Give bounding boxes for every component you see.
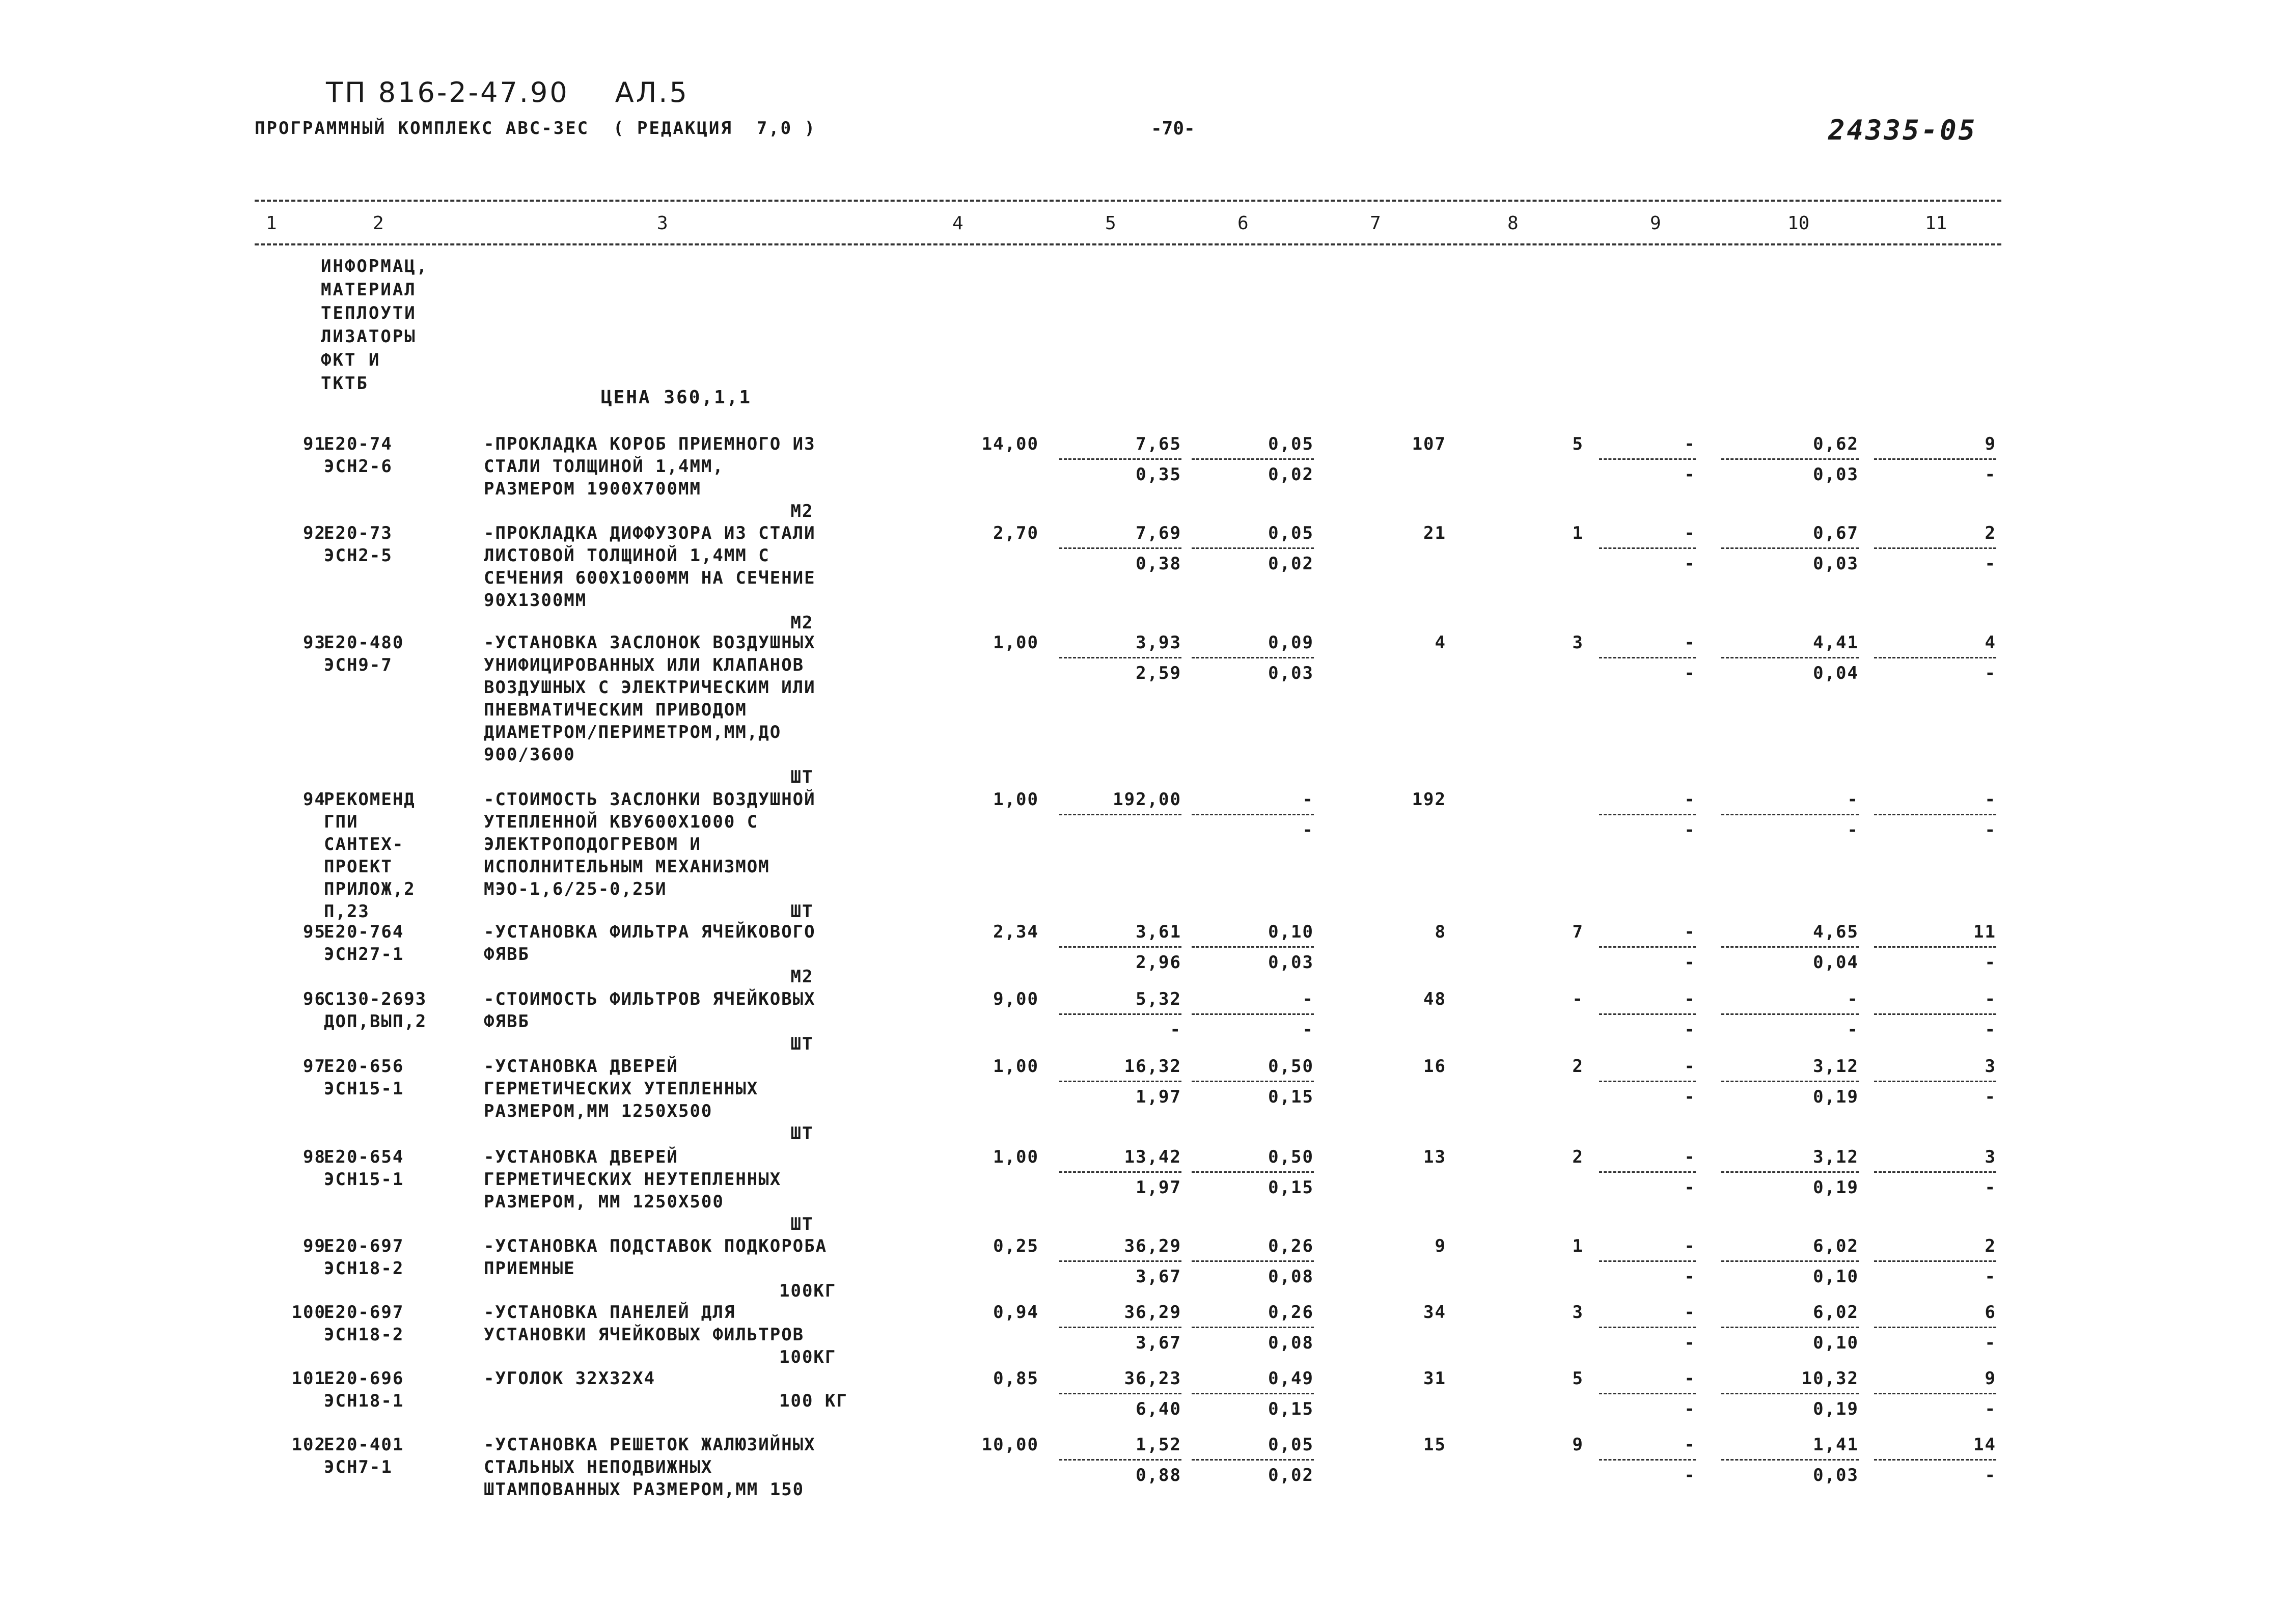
labour-total: 14 — [1973, 1435, 1996, 1455]
value-divider — [1192, 814, 1314, 815]
unit-cost-wage: 0,88 — [1136, 1465, 1181, 1485]
unit-of-measure: М2 — [790, 967, 814, 987]
value-divider — [1192, 458, 1314, 460]
value-divider — [1192, 657, 1314, 658]
labour-hours: 0,62 — [1813, 434, 1859, 454]
machine-cost-wage: 0,03 — [1268, 952, 1314, 973]
value-divider — [1599, 657, 1696, 658]
column-number: 5 — [1105, 213, 1116, 234]
unit-cost: 192,00 — [1113, 789, 1181, 810]
total-cost: 4 — [1435, 632, 1446, 653]
unit-cost-wage: 3,67 — [1136, 1333, 1181, 1353]
labour-cost: 1 — [1572, 523, 1584, 543]
machine-cost: - — [1302, 989, 1314, 1009]
rate-code: Е20-697 ЭСН18-2 — [324, 1302, 404, 1345]
operation-cost-wage: - — [1684, 1333, 1696, 1353]
labour-cost: - — [1572, 989, 1584, 1009]
labour-total: 6 — [1985, 1302, 1996, 1323]
row-number: 98 — [303, 1147, 326, 1167]
value-divider — [1192, 1013, 1314, 1015]
sheet-code: АЛ.5 — [615, 76, 689, 108]
operation-cost-wage: - — [1684, 1020, 1696, 1040]
unit-cost-wage: 1,97 — [1136, 1177, 1181, 1198]
machine-cost-wage: 0,08 — [1268, 1333, 1314, 1353]
operation-cost-wage: - — [1684, 1177, 1696, 1198]
operation-cost-wage: - — [1684, 820, 1696, 840]
labour-total-machine: - — [1985, 554, 1996, 574]
machine-cost-wage: 0,15 — [1268, 1177, 1314, 1198]
value-divider — [1192, 1393, 1314, 1394]
machine-cost-wage: 0,15 — [1268, 1087, 1314, 1107]
unit-of-measure: ШТ — [790, 1034, 814, 1054]
quantity: 9,00 — [993, 989, 1039, 1009]
unit-of-measure: ШТ — [790, 1123, 814, 1144]
value-divider — [1059, 547, 1181, 549]
row-number: 96 — [303, 989, 326, 1009]
unit-of-measure: 100КГ — [779, 1281, 837, 1301]
row-number: 101 — [291, 1368, 326, 1389]
operation-cost: - — [1684, 1236, 1696, 1256]
work-description: -УСТАНОВКА ДВЕРЕЙ ГЕРМЕТИЧЕСКИХ НЕУТЕПЛЕННЫХ РАЗМЕРОМ, ММ 1250Х500 — [484, 1147, 782, 1212]
unit-cost: 36,23 — [1124, 1368, 1181, 1389]
labour-total: 2 — [1985, 523, 1996, 543]
machine-cost: 0,50 — [1268, 1056, 1314, 1077]
operation-cost-wage: - — [1684, 464, 1696, 485]
labour-total-machine: - — [1985, 1399, 1996, 1419]
labour-cost: 2 — [1572, 1147, 1584, 1167]
labour-total-machine: - — [1985, 464, 1996, 485]
value-divider — [1192, 1081, 1314, 1082]
value-divider — [1059, 946, 1181, 948]
unit-of-measure: М2 — [790, 613, 814, 633]
work-description: -ПРОКЛАДКА ДИФФУЗОРА ИЗ СТАЛИ ЛИСТОВОЙ ТОЛЩИНОЙ 1,4ММ С СЕЧЕНИЯ 600Х1000ММ НА СЕЧЕНИЕ 90Х1300ММ — [484, 523, 816, 611]
row-number: 97 — [303, 1056, 326, 1077]
value-divider — [1721, 1260, 1859, 1262]
value-divider — [1599, 1081, 1696, 1082]
row-number: 93 — [303, 632, 326, 653]
work-description: -УСТАНОВКА ЗАСЛОНОК ВОЗДУШНЫХ УНИФИЦИРОВАННЫХ ИЛИ КЛАПАНОВ ВОЗДУШНЫХ С ЭЛЕКТРИЧЕСКИМ ИЛИ ПНЕВМАТИЧЕСКИМ ПРИВОДОМ ДИАМЕТРОМ/ПЕРИМЕТРОМ,ММ,ДО 900/3600 — [484, 632, 816, 765]
labour-total: 11 — [1973, 922, 1996, 942]
quantity: 0,94 — [993, 1302, 1039, 1323]
value-divider — [1721, 946, 1859, 948]
value-divider — [1874, 657, 1996, 658]
unit-cost: 3,93 — [1136, 632, 1181, 653]
machine-cost-wage: 0,02 — [1268, 554, 1314, 574]
rate-code: Е20-697 ЭСН18-2 — [324, 1236, 404, 1279]
row-number: 92 — [303, 523, 326, 543]
machine-cost: 0,49 — [1268, 1368, 1314, 1389]
operation-cost: - — [1684, 1056, 1696, 1077]
value-divider — [1874, 547, 1996, 549]
rate-code: РЕКОМЕНД ГПИ САНТЕХ- ПРОЕКТ ПРИЛОЖ,2 П,23 — [324, 789, 416, 922]
row-number: 95 — [303, 922, 326, 942]
operation-cost: - — [1684, 1435, 1696, 1455]
rate-code: Е20-401 ЭСН7-1 — [324, 1435, 404, 1477]
total-cost: 31 — [1423, 1368, 1446, 1389]
unit-cost-wage: 0,35 — [1136, 464, 1181, 485]
value-divider — [1874, 1459, 1996, 1461]
labour-cost: 2 — [1572, 1056, 1584, 1077]
column-number: 4 — [952, 213, 963, 234]
value-divider — [1874, 814, 1996, 815]
value-divider — [1721, 1081, 1859, 1082]
unit-of-measure: 100 КГ — [779, 1391, 848, 1411]
rate-code: Е20-656 ЭСН15-1 — [324, 1056, 404, 1099]
unit-of-measure: М2 — [790, 501, 814, 521]
quantity: 10,00 — [981, 1435, 1039, 1455]
unit-cost-wage: 1,97 — [1136, 1087, 1181, 1107]
value-divider — [1721, 458, 1859, 460]
value-divider — [1721, 1013, 1859, 1015]
machine-cost-wage: 0,02 — [1268, 464, 1314, 485]
value-divider — [1059, 814, 1181, 815]
machine-cost: 0,10 — [1268, 922, 1314, 942]
column-number: 2 — [373, 213, 384, 234]
labour-total-machine: - — [1985, 663, 1996, 683]
operation-cost: - — [1684, 1147, 1696, 1167]
labour-hours-machine: 0,19 — [1813, 1399, 1859, 1419]
value-divider — [1599, 814, 1696, 815]
operation-cost: - — [1684, 632, 1696, 653]
unit-cost-wage: 6,40 — [1136, 1399, 1181, 1419]
labour-hours-machine: - — [1847, 820, 1859, 840]
value-divider — [1059, 1013, 1181, 1015]
labour-hours: 3,12 — [1813, 1147, 1859, 1167]
labour-total-machine: - — [1985, 1267, 1996, 1287]
value-divider — [1192, 1327, 1314, 1328]
quantity: 1,00 — [993, 789, 1039, 810]
value-divider — [1059, 1327, 1181, 1328]
machine-cost-wage: 0,15 — [1268, 1399, 1314, 1419]
labour-hours: 4,65 — [1813, 922, 1859, 942]
value-divider — [1874, 458, 1996, 460]
labour-cost: 5 — [1572, 434, 1584, 454]
labour-hours-machine: 0,10 — [1813, 1267, 1859, 1287]
value-divider — [1721, 814, 1859, 815]
column-number: 8 — [1507, 213, 1519, 234]
header-bottom-rule — [255, 243, 2001, 245]
total-cost: 16 — [1423, 1056, 1446, 1077]
labour-hours: 1,41 — [1813, 1435, 1859, 1455]
unit-cost-wage: 0,38 — [1136, 554, 1181, 574]
value-divider — [1059, 657, 1181, 658]
labour-hours-machine: 0,03 — [1813, 554, 1859, 574]
labour-hours-machine: - — [1847, 1020, 1859, 1040]
unit-of-measure: ШТ — [790, 1214, 814, 1234]
work-description: -СТОИМОСТЬ ФИЛЬТРОВ ЯЧЕЙКОВЫХ ФЯВБ — [484, 989, 816, 1032]
work-description: -СТОИМОСТЬ ЗАСЛОНКИ ВОЗДУШНОЙ УТЕПЛЕННОЙ КВУ600Х1000 С ЭЛЕКТРОПОДОГРЕВОМ И ИСПОЛНИТЕЛЬНЫМ МЕХАНИЗМОМ МЭО-1,6/25-0,25И — [484, 789, 816, 899]
operation-cost: - — [1684, 523, 1696, 543]
labour-hours: 4,41 — [1813, 632, 1859, 653]
value-divider — [1599, 1393, 1696, 1394]
labour-total-machine: - — [1985, 952, 1996, 973]
price-reference: ЦЕНА 360,1,1 — [601, 387, 752, 408]
work-description: -ПРОКЛАДКА КОРОБ ПРИЕМНОГО ИЗ СТАЛИ ТОЛЩИНОЙ 1,4ММ, РАЗМЕРОМ 1900Х700ММ — [484, 434, 816, 499]
labour-hours: 3,12 — [1813, 1056, 1859, 1077]
row-number: 91 — [303, 434, 326, 454]
unit-cost-wage: 3,67 — [1136, 1267, 1181, 1287]
unit-cost: 16,32 — [1124, 1056, 1181, 1077]
page-number: -70- — [1151, 118, 1195, 139]
value-divider — [1059, 1260, 1181, 1262]
work-description: -УСТАНОВКА ПАНЕЛЕЙ ДЛЯ УСТАНОВКИ ЯЧЕЙКОВЫХ ФИЛЬТРОВ — [484, 1302, 805, 1345]
value-divider — [1874, 1260, 1996, 1262]
unit-cost: 5,32 — [1136, 989, 1181, 1009]
machine-cost: 0,26 — [1268, 1236, 1314, 1256]
machine-cost: 0,50 — [1268, 1147, 1314, 1167]
value-divider — [1874, 1327, 1996, 1328]
document-code: ТП 816-2-47.90 АЛ.5 — [326, 76, 689, 108]
column-number: 6 — [1237, 213, 1249, 234]
rate-code: Е20-73 ЭСН2-5 — [324, 523, 393, 566]
machine-cost: 0,05 — [1268, 434, 1314, 454]
labour-hours: 0,67 — [1813, 523, 1859, 543]
value-divider — [1192, 547, 1314, 549]
value-divider — [1721, 1459, 1859, 1461]
operation-cost: - — [1684, 789, 1696, 810]
labour-total: 4 — [1985, 632, 1996, 653]
value-divider — [1599, 1327, 1696, 1328]
quantity: 14,00 — [981, 434, 1039, 454]
machine-cost: 0,26 — [1268, 1302, 1314, 1323]
value-divider — [1192, 1459, 1314, 1461]
unit-cost: 7,69 — [1136, 523, 1181, 543]
operation-cost-wage: - — [1684, 1267, 1696, 1287]
value-divider — [1721, 1171, 1859, 1173]
operation-cost-wage: - — [1684, 1465, 1696, 1485]
labour-total: 3 — [1985, 1147, 1996, 1167]
unit-cost: 3,61 — [1136, 922, 1181, 942]
labour-hours-machine: 0,03 — [1813, 464, 1859, 485]
labour-total-machine: - — [1985, 1333, 1996, 1353]
labour-hours: - — [1847, 989, 1859, 1009]
labour-hours: - — [1847, 789, 1859, 810]
rate-code: Е20-764 ЭСН27-1 — [324, 922, 404, 965]
labour-hours: 6,02 — [1813, 1302, 1859, 1323]
column-number-row — [255, 213, 2001, 238]
value-divider — [1874, 1393, 1996, 1394]
machine-cost-wage: 0,08 — [1268, 1267, 1314, 1287]
labour-hours-machine: 0,04 — [1813, 952, 1859, 973]
value-divider — [1599, 1171, 1696, 1173]
labour-total: 9 — [1985, 1368, 1996, 1389]
total-cost: 48 — [1423, 989, 1446, 1009]
labour-hours: 10,32 — [1801, 1368, 1859, 1389]
labour-total-machine: - — [1985, 1177, 1996, 1198]
labour-cost: 1 — [1572, 1236, 1584, 1256]
rate-code: С130-2693 ДОП,ВЫП,2 — [324, 989, 427, 1032]
value-divider — [1599, 547, 1696, 549]
machine-cost: 0,05 — [1268, 1435, 1314, 1455]
machine-cost: 0,05 — [1268, 523, 1314, 543]
operation-cost-wage: - — [1684, 952, 1696, 973]
row-number: 94 — [303, 789, 326, 810]
labour-total: 3 — [1985, 1056, 1996, 1077]
column-number: 3 — [657, 213, 668, 234]
rate-code: Е20-696 ЭСН18-1 — [324, 1368, 404, 1411]
quantity: 1,00 — [993, 632, 1039, 653]
labour-total-machine: - — [1985, 820, 1996, 840]
unit-of-measure: 100КГ — [779, 1347, 837, 1367]
unit-cost: 36,29 — [1124, 1302, 1181, 1323]
quantity: 0,25 — [993, 1236, 1039, 1256]
total-cost: 9 — [1435, 1236, 1446, 1256]
quantity: 2,70 — [993, 523, 1039, 543]
total-cost: 192 — [1412, 789, 1446, 810]
rate-code: Е20-654 ЭСН15-1 — [324, 1147, 404, 1190]
value-divider — [1059, 1081, 1181, 1082]
unit-cost: 1,52 — [1136, 1435, 1181, 1455]
column-number: 1 — [266, 213, 277, 234]
operation-cost-wage: - — [1684, 554, 1696, 574]
total-cost: 107 — [1412, 434, 1446, 454]
unit-cost: 13,42 — [1124, 1147, 1181, 1167]
value-divider — [1721, 1327, 1859, 1328]
quantity: 0,85 — [993, 1368, 1039, 1389]
total-cost: 13 — [1423, 1147, 1446, 1167]
unit-of-measure: ШТ — [790, 767, 814, 787]
labour-total: - — [1985, 789, 1996, 810]
row-number: 100 — [291, 1302, 326, 1323]
unit-of-measure: ШТ — [790, 901, 814, 922]
rate-code: Е20-480 ЭСН9-7 — [324, 632, 404, 675]
value-divider — [1721, 1393, 1859, 1394]
labour-hours-machine: 0,04 — [1813, 663, 1859, 683]
value-divider — [1059, 1171, 1181, 1173]
total-cost: 8 — [1435, 922, 1446, 942]
value-divider — [1874, 1013, 1996, 1015]
operation-cost-wage: - — [1684, 663, 1696, 683]
value-divider — [1059, 458, 1181, 460]
total-cost: 21 — [1423, 523, 1446, 543]
machine-cost: - — [1302, 789, 1314, 810]
column-number: 10 — [1787, 213, 1810, 234]
labour-hours-machine: 0,03 — [1813, 1465, 1859, 1485]
unit-cost-wage: 2,96 — [1136, 952, 1181, 973]
work-description: -УСТАНОВКА РЕШЕТОК ЖАЛЮЗИЙНЫХ СТАЛЬНЫХ НЕПОДВИЖНЫХ ШТАМПОВАННЫХ РАЗМЕРОМ,ММ 150 — [484, 1435, 816, 1500]
labour-cost: 3 — [1572, 1302, 1584, 1323]
work-description: -УСТАНОВКА ПОДСТАВОК ПОДКОРОБА ПРИЕМНЫЕ — [484, 1236, 828, 1279]
archive-number: 24335-05 — [1828, 114, 1977, 146]
unit-cost: 36,29 — [1124, 1236, 1181, 1256]
machine-cost-wage: 0,03 — [1268, 663, 1314, 683]
labour-total: - — [1985, 989, 1996, 1009]
value-divider — [1721, 657, 1859, 658]
value-divider — [1874, 1081, 1996, 1082]
operation-cost: - — [1684, 1368, 1696, 1389]
work-description: -УСТАНОВКА ДВЕРЕЙ ГЕРМЕТИЧЕСКИХ УТЕПЛЕННЫХ РАЗМЕРОМ,ММ 1250Х500 — [484, 1056, 759, 1121]
labour-hours-machine: 0,10 — [1813, 1333, 1859, 1353]
work-description: -УСТАНОВКА ФИЛЬТРА ЯЧЕЙКОВОГО ФЯВБ — [484, 922, 816, 965]
labour-hours: 6,02 — [1813, 1236, 1859, 1256]
labour-hours-machine: 0,19 — [1813, 1087, 1859, 1107]
column-number: 11 — [1925, 213, 1947, 234]
value-divider — [1192, 1260, 1314, 1262]
value-divider — [1721, 547, 1859, 549]
machine-cost-wage: - — [1302, 820, 1314, 840]
labour-cost: 7 — [1572, 922, 1584, 942]
quantity: 1,00 — [993, 1147, 1039, 1167]
labour-total-machine: - — [1985, 1087, 1996, 1107]
operation-cost: - — [1684, 434, 1696, 454]
value-divider — [1599, 1459, 1696, 1461]
work-description: -УГОЛОК 32Х32Х4 — [484, 1368, 656, 1389]
header-top-rule — [255, 200, 2001, 202]
value-divider — [1599, 1013, 1696, 1015]
column-number: 7 — [1370, 213, 1381, 234]
machine-cost-wage: - — [1302, 1020, 1314, 1040]
section-info-block: ИНФОРМАЦ, МАТЕРИАЛ ТЕПЛОУТИ ЛИЗАТОРЫ ФКТ И ТКТБ — [321, 256, 429, 394]
row-number: 99 — [303, 1236, 326, 1256]
unit-cost: 7,65 — [1136, 434, 1181, 454]
labour-hours-machine: 0,19 — [1813, 1177, 1859, 1198]
unit-cost-wage: - — [1170, 1020, 1181, 1040]
operation-cost-wage: - — [1684, 1087, 1696, 1107]
column-number: 9 — [1650, 213, 1661, 234]
value-divider — [1192, 946, 1314, 948]
labour-total-machine: - — [1985, 1020, 1996, 1040]
unit-cost-wage: 2,59 — [1136, 663, 1181, 683]
value-divider — [1599, 946, 1696, 948]
operation-cost: - — [1684, 922, 1696, 942]
total-cost: 34 — [1423, 1302, 1446, 1323]
quantity: 1,00 — [993, 1056, 1039, 1077]
row-number: 102 — [291, 1435, 326, 1455]
value-divider — [1059, 1459, 1181, 1461]
rate-code: Е20-74 ЭСН2-6 — [324, 434, 393, 477]
value-divider — [1192, 1171, 1314, 1173]
total-cost: 15 — [1423, 1435, 1446, 1455]
operation-cost: - — [1684, 1302, 1696, 1323]
labour-total: 9 — [1985, 434, 1996, 454]
value-divider — [1874, 946, 1996, 948]
value-divider — [1599, 458, 1696, 460]
program-title: ПРОГРАММНЫЙ КОМПЛЕКС АВС-ЗЕС ( РЕДАКЦИЯ 7,0 ) — [255, 118, 817, 139]
machine-cost-wage: 0,02 — [1268, 1465, 1314, 1485]
operation-cost: - — [1684, 989, 1696, 1009]
value-divider — [1599, 1260, 1696, 1262]
labour-total-machine: - — [1985, 1465, 1996, 1485]
quantity: 2,34 — [993, 922, 1039, 942]
labour-cost: 5 — [1572, 1368, 1584, 1389]
operation-cost-wage: - — [1684, 1399, 1696, 1419]
machine-cost: 0,09 — [1268, 632, 1314, 653]
value-divider — [1059, 1393, 1181, 1394]
labour-cost: 3 — [1572, 632, 1584, 653]
value-divider — [1874, 1171, 1996, 1173]
labour-cost: 9 — [1572, 1435, 1584, 1455]
labour-total: 2 — [1985, 1236, 1996, 1256]
